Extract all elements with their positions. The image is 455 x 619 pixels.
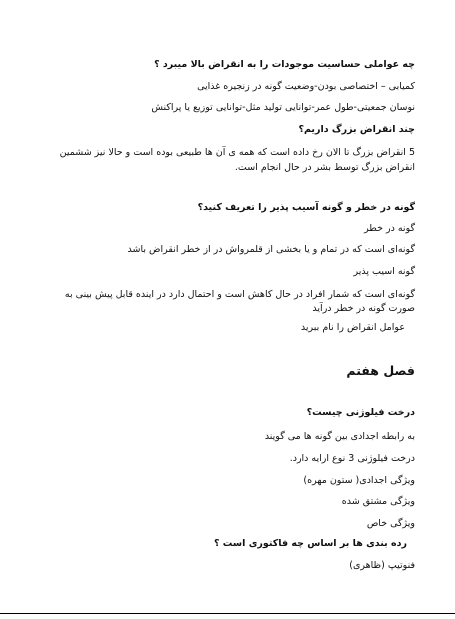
term-vulnerable: گونه اسیب پذیر	[353, 266, 415, 277]
question-major-extinctions: چند انقراض بزرگ داریم؟	[298, 124, 415, 135]
question-extinction-sensitivity: چه عواملی حساسیت موجودات را به انقراض بالا میبرد ؟	[154, 59, 415, 70]
term-endangered: گونه در خطر	[364, 223, 415, 234]
answer-line: ویژگی مشتق شده	[341, 496, 415, 507]
answer-line: کمیابی – اختصاصی بودن-وضعیت گونه در زنجیره غذایی	[197, 81, 415, 92]
page-bottom-rule	[0, 613, 455, 614]
answer-line: فنوتیپ (ظاهری)	[349, 560, 415, 571]
question-classification: رده بندی ها بر اساس چه فاکتوری است ؟	[213, 538, 407, 549]
answer-paragraph: 5 انقراض بزرگ تا الان رخ داده است که همه ی آن ها طبیعی بوده است و حالا نیز ششمین انقراض بزرگ توسط بشر در حال انجام است.	[59, 147, 415, 173]
definition-endangered: گونه‌ای است که در تمام و یا بخشی از قلمرواش در از خطر انقراض باشد	[127, 244, 415, 255]
question-extinction-factors: عوامل انقراض را نام ببرید	[300, 322, 405, 333]
answer-line: ویژگی خاص	[366, 518, 415, 529]
answer-line: به رابطه اجدادی بین گونه ها می گویند	[264, 431, 415, 442]
question-phylogeny: درخت فیلوژنی چیست؟	[306, 407, 415, 418]
question-endangered-vulnerable: گونه در خطر و گونه آسیب پذیر را تعریف کنید؟	[197, 202, 415, 213]
chapter-heading: فصل هفتم	[346, 363, 415, 378]
answer-line: ویژگی اجدادی( ستون مهره)	[303, 475, 415, 486]
answer-line: درخت فیلوژنی 3 نوع ارایه دارد.	[289, 453, 415, 464]
answer-line: نوسان جمعیتی-طول عمر-توانایی تولید مثل-توانایی توزیع یا پراکنش	[151, 102, 415, 113]
definition-vulnerable: گونه‌ای است که شمار افراد در حال کاهش است و احتمال دارد در اینده قابل پیش بینی به صورت گونه در خطر درآید	[64, 289, 415, 314]
